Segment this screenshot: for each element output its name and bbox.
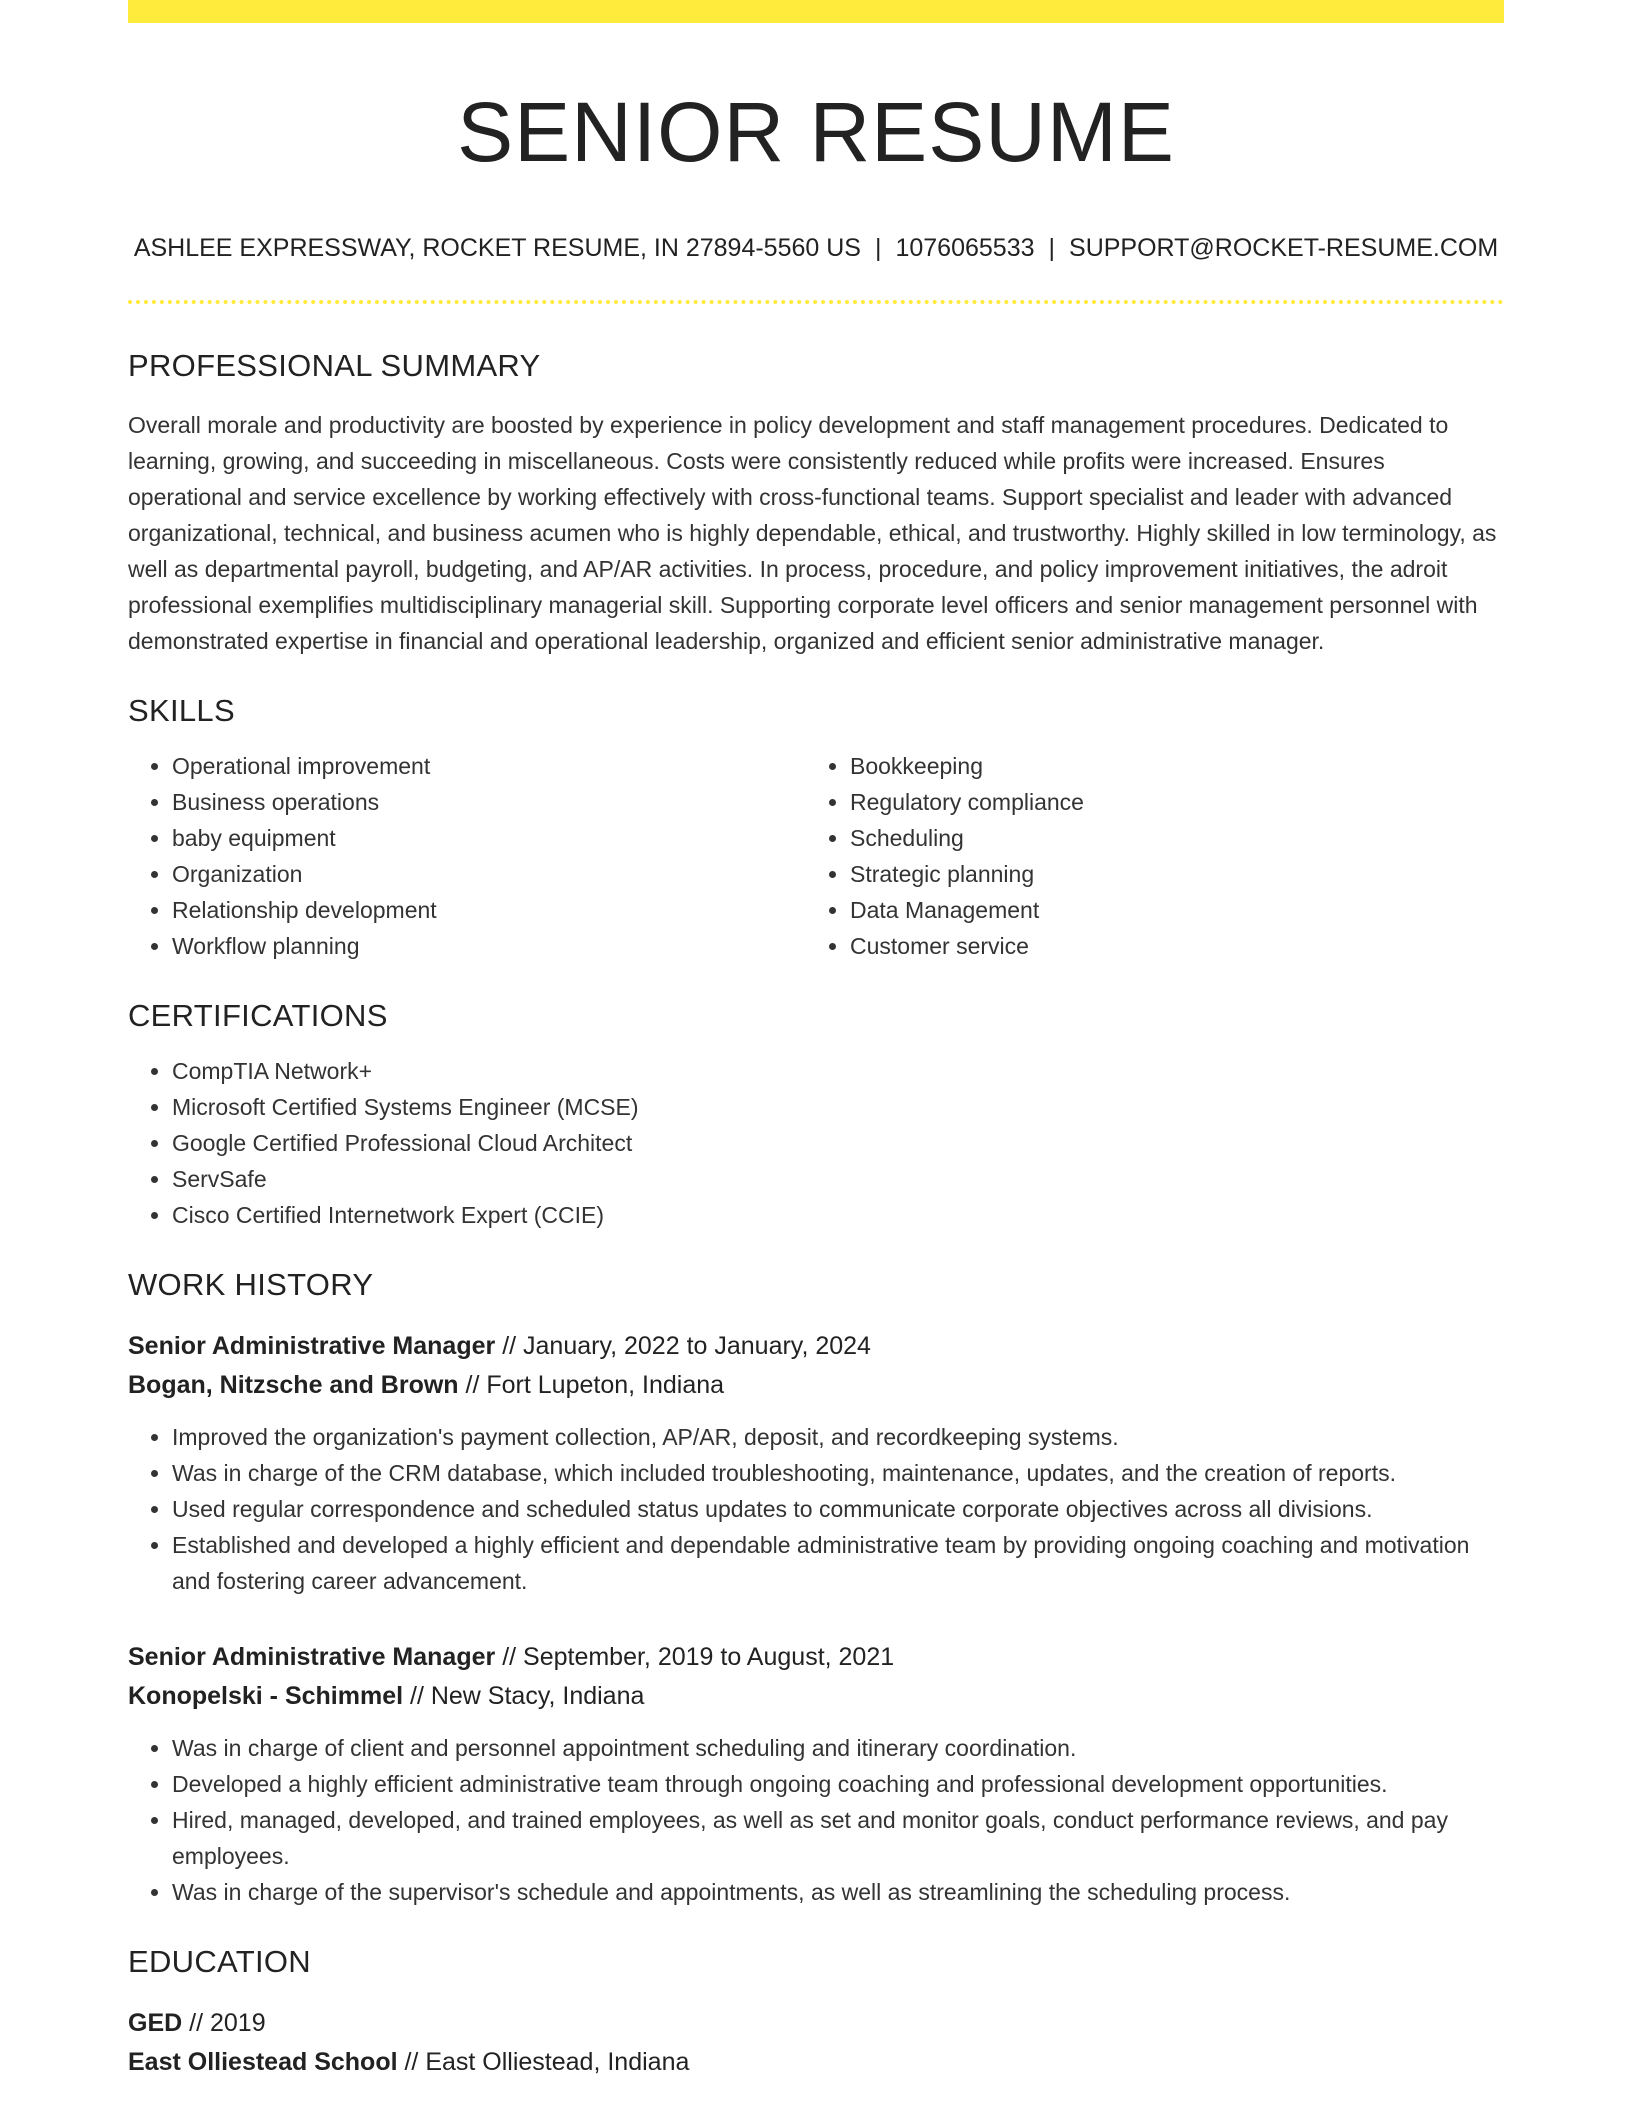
job-dates: // September, 2019 to August, 2021 — [502, 1643, 895, 1672]
section-heading: CERTIFICATIONS — [128, 997, 388, 1033]
skill-item: • Bookkeeping — [850, 748, 1484, 784]
job-company-line — [128, 1366, 1504, 1405]
skills-columns — [128, 729, 1504, 964]
address: ASHLEE EXPRESSWAY, ROCKET RESUME, IN 27894-5560 US — [133, 234, 861, 263]
contact-line — [128, 233, 1504, 263]
job-title: Senior Administrative Manager — [128, 1643, 496, 1672]
degree: GED — [128, 2009, 183, 2038]
school-location: // East Olliestead, Indiana — [404, 2048, 690, 2077]
job-dates: // January, 2022 to January, 2024 — [502, 1332, 871, 1361]
certification-item: • Cisco Certified Internetwork Expert (CCIE) — [172, 1197, 1504, 1233]
skill-item: • Workflow planning — [172, 928, 806, 964]
education-school-line — [128, 2043, 1504, 2082]
job-company: Bogan, Nitzsche and Brown — [128, 1371, 459, 1400]
school: East Olliestead School — [128, 2048, 398, 2077]
job-company: Konopelski - Schimmel — [128, 1682, 404, 1711]
phone: 1076065533 — [895, 234, 1035, 263]
education-entry — [128, 2004, 1504, 2082]
skills-list-right — [806, 748, 1484, 964]
skill-item: • baby equipment — [172, 820, 806, 856]
job-entry — [128, 1327, 1504, 1599]
separator: | — [874, 234, 882, 263]
job-bullet: • Developed a highly efficient administrative team through ongoing coaching and professional development opportunities. — [172, 1766, 1504, 1802]
certification-item: • Microsoft Certified Systems Engineer (MCSE) — [172, 1089, 1504, 1125]
skill-item: • Operational improvement — [172, 748, 806, 784]
skill-item: • Relationship development — [172, 892, 806, 928]
certification-item: • Google Certified Professional Cloud Architect — [172, 1125, 1504, 1161]
resume-page — [128, 0, 1504, 2082]
dotted-divider — [128, 300, 1504, 304]
skill-item: • Strategic planning — [850, 856, 1484, 892]
section-heading: EDUCATION — [128, 1944, 311, 1980]
job-bullet: • Was in charge of the CRM database, which included troubleshooting, maintenance, updates, and the creation of reports. — [172, 1455, 1504, 1491]
job-location: // New Stacy, Indiana — [410, 1682, 645, 1711]
certification-item: • ServSafe — [172, 1161, 1504, 1197]
job-bullet: • Established and developed a highly efficient and dependable administrative team by providing ongoing coaching and motivation and fostering career advancement. — [172, 1527, 1504, 1599]
skills-list-left — [128, 748, 806, 964]
job-company-line — [128, 1677, 1504, 1716]
job-title: Senior Administrative Manager — [128, 1332, 496, 1361]
separator: | — [1048, 234, 1056, 263]
certifications-section — [128, 997, 1504, 1233]
accent-bar — [128, 0, 1504, 23]
resume-title: SENIOR RESUME — [457, 85, 1175, 179]
job-title-line — [128, 1327, 1504, 1366]
certification-item: • CompTIA Network+ — [172, 1053, 1504, 1089]
section-heading: PROFESSIONAL SUMMARY — [128, 348, 541, 384]
section-heading: SKILLS — [128, 692, 235, 728]
education-section — [128, 1943, 1504, 2082]
summary-text: Overall morale and productivity are boosted by experience in policy development and staff management procedures. Dedicated to learning, growing, and succeeding in miscellaneous. Costs were consistently reduced while profits were increased. Ensures operational and service excellence by working effectively with cross-functional teams. Support specialist and leader with advanced organizational, technical, and business acumen who is highly dependable, ethical, and trustworthy. Highly skilled in low terminology, as well as departmental payroll, budgeting, and AP/AR activities. In process, procedure, and policy improvement initiatives, the adroit professional exemplifies multidisciplinary managerial skill. Supporting corporate level officers and senior management personnel with demonstrated expertise in financial and operational leadership, organized and efficient senior administrative manager. — [128, 411, 1497, 654]
job-bullets — [128, 1730, 1504, 1910]
skills-section — [128, 692, 1504, 964]
job-bullets — [128, 1419, 1504, 1599]
job-title-line — [128, 1638, 1504, 1677]
job-location: // Fort Lupeton, Indiana — [465, 1371, 725, 1400]
email-link[interactable]: SUPPORT@ROCKET-RESUME.COM — [1069, 234, 1499, 263]
skill-item: • Customer service — [850, 928, 1484, 964]
work-history-section — [128, 1266, 1504, 1910]
education-degree-line — [128, 2004, 1504, 2043]
job-bullet: • Used regular correspondence and scheduled status updates to communicate corporate objectives across all divisions. — [172, 1491, 1504, 1527]
job-bullet: • Was in charge of client and personnel appointment scheduling and itinerary coordination. — [172, 1730, 1504, 1766]
skill-item: • Regulatory compliance — [850, 784, 1484, 820]
summary-section — [128, 347, 1504, 658]
job-bullet: • Was in charge of the supervisor's schedule and appointments, as well as streamlining the scheduling process. — [172, 1874, 1504, 1910]
skill-item: • Data Management — [850, 892, 1484, 928]
skill-item: • Scheduling — [850, 820, 1484, 856]
skill-item: • Business operations — [172, 784, 806, 820]
job-entry — [128, 1638, 1504, 1910]
education-year: // 2019 — [189, 2009, 266, 2038]
section-heading: WORK HISTORY — [128, 1266, 374, 1302]
job-bullet: • Improved the organization's payment collection, AP/AR, deposit, and recordkeeping systems. — [172, 1419, 1504, 1455]
job-bullet: • Hired, managed, developed, and trained employees, as well as set and monitor goals, conduct performance reviews, and pay employees. — [172, 1802, 1504, 1874]
certifications-list — [128, 1053, 1504, 1233]
skill-item: • Organization — [172, 856, 806, 892]
